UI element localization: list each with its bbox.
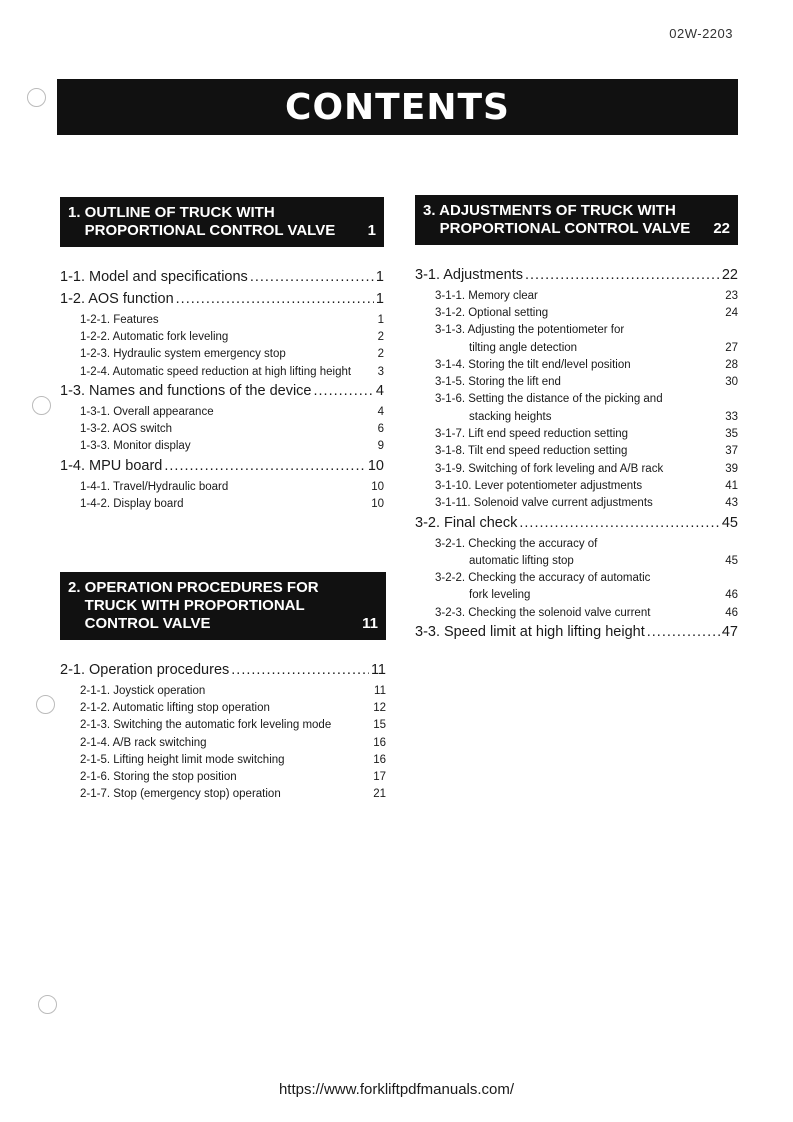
toc-subsection-entry[interactable] [435,495,738,512]
toc-subsection-entry[interactable] [80,346,384,363]
toc-subsection-entry[interactable] [80,420,384,437]
chapter-heading [60,572,386,640]
chapter-title: 3. ADJUSTMENTS OF TRUCK WITH PROPORTIONAL CONTROL VALVE [423,202,691,237]
subsection-page: 16 [373,736,386,749]
toc-subsection-entry[interactable] [80,751,386,768]
section-label: 2-1. Operation procedures [60,662,230,678]
subsection-page: 3 [377,365,384,378]
chapter-heading [60,197,384,247]
subsection-label: 2-1-1. Joystick operation [80,684,206,697]
dot-leader [250,269,374,285]
subsection-label: 1-2-2. Automatic fork leveling [80,330,229,343]
subsection-page: 46 [725,606,738,619]
binder-hole-icon [32,396,51,415]
toc-subsection-entry[interactable] [435,356,738,373]
chapter-block-2 [60,572,386,806]
dot-leader [647,624,720,640]
subsection-page: 39 [725,462,738,475]
subsection-page: 28 [725,358,738,371]
subsection-label: 3-2-3. Checking the solenoid valve current [435,606,651,619]
subsection-page: 30 [725,376,738,389]
section-page: 47 [721,624,738,641]
toc-subsection-entry[interactable] [80,786,386,803]
subsection-page: 10 [371,498,384,511]
subsection-label: 3-1-4. Storing the tilt end/level position [435,358,631,371]
subsection-page: 21 [373,788,386,801]
subsection-label: 3-1-3. Adjusting the potentiometer for [435,324,625,337]
subsection-label: 1-3-3. Monitor display [80,440,191,453]
toc-section-entry[interactable] [415,267,738,286]
subsection-list [60,682,386,803]
dot-leader [164,458,366,474]
subsection-label: 1-3-1. Overall appearance [80,405,214,418]
dot-leader [313,383,373,399]
subsection-list [60,403,384,455]
toc-subsection-entry[interactable] [80,734,386,751]
toc-section-entry[interactable] [415,624,738,643]
subsection-page: 23 [725,289,738,302]
toc-subsection-entry[interactable] [80,438,384,455]
subsection-list [415,287,738,512]
toc-subsection-entry[interactable] [80,768,386,785]
subsection-label: 3-1-2. Optional setting [435,306,549,319]
subsection-page: 46 [725,589,738,602]
subsection-list [415,535,738,621]
subsection-list [60,311,384,380]
section-label: 1-2. AOS function [60,291,174,307]
toc-list [60,662,386,803]
dot-leader [519,515,720,531]
toc-subsection-entry[interactable] [435,569,738,586]
chapter-title: 2. OPERATION PROCEDURES FOR TRUCK WITH PROPORTIONAL CONTROL VALVE [68,579,319,632]
subsection-list [60,478,384,513]
subsection-label: 3-2-2. Checking the accuracy of automatic [435,572,651,585]
toc-subsection-entry[interactable] [80,403,384,420]
toc-section-entry[interactable] [415,515,738,534]
subsection-page: 10 [371,480,384,493]
footer-url: https://www.forkliftpdfmanuals.com/ [278,1081,515,1098]
subsection-page: 27 [725,341,738,354]
toc-subsection-entry[interactable] [80,328,384,345]
contents-title-bar [57,79,738,135]
subsection-page: 33 [725,410,738,423]
subsection-label: 2-1-4. A/B rack switching [80,736,207,749]
subsection-label: 1-4-2. Display board [80,498,184,511]
subsection-label: 3-1-6. Setting the distance of the picking and [435,393,663,406]
subsection-page: 9 [377,440,384,453]
subsection-label: 1-3-2. AOS switch [80,423,173,436]
chapter-page: 1 [367,222,376,239]
toc-section-entry[interactable] [60,383,384,402]
section-label: 1-4. MPU board [60,458,163,475]
toc-subsection-entry[interactable] [80,717,386,734]
dot-leader [176,291,374,307]
toc-subsection-entry[interactable] [435,373,738,390]
toc-subsection-entry[interactable] [435,587,738,604]
section-page: 11 [370,662,386,678]
section-page: 1 [375,269,384,285]
subsection-label: 3-1-10. Lever potentiometer adjustments [435,479,643,492]
subsection-page: 12 [373,701,386,714]
subsection-page: 6 [377,423,384,436]
subsection-label: 3-1-11. Solenoid valve current adjustments [435,497,653,510]
subsection-label: 2-1-5. Lifting height limit mode switching [80,753,285,766]
subsection-label: 2-1-6. Storing the stop position [80,771,237,784]
toc-subsection-entry[interactable] [435,477,738,494]
subsection-page: 41 [725,479,738,492]
toc-subsection-entry[interactable] [435,304,738,321]
subsection-label: 2-1-3. Switching the automatic fork leveling mode [80,719,332,732]
toc-subsection-entry[interactable] [435,552,738,569]
subsection-page: 2 [377,348,384,361]
section-label: 3-1. Adjustments [415,267,523,283]
subsection-label: 3-1-8. Tilt end speed reduction setting [435,445,628,458]
subsection-page: 15 [373,719,386,732]
subsection-label: tilting angle detection [469,341,578,354]
page-title: CONTENTS [285,86,510,128]
subsection-page: 2 [377,330,384,343]
subsection-label: 1-4-1. Travel/Hydraulic board [80,480,229,493]
chapter-block-3 [415,195,738,646]
section-label: 3-3. Speed limit at high lifting height [415,624,645,641]
toc-section-entry[interactable] [60,291,384,310]
binder-hole-icon [27,88,46,107]
toc-subsection-entry[interactable] [80,495,384,512]
subsection-label: 3-2-1. Checking the accuracy of [435,537,598,550]
section-page: 1 [375,291,384,307]
section-page: 22 [721,267,738,283]
subsection-page: 43 [725,497,738,510]
subsection-page: 11 [374,684,386,697]
toc-subsection-entry[interactable] [80,311,384,328]
section-label: 1-3. Names and functions of the device [60,383,312,400]
toc-section-entry[interactable] [60,662,386,681]
section-page: 10 [367,458,384,475]
toc-subsection-entry[interactable] [435,287,738,304]
subsection-label: 1-2-4. Automatic speed reduction at high lifting height [80,365,352,378]
subsection-label: 1-2-1. Features [80,313,159,326]
subsection-page: 16 [373,753,386,766]
subsection-page: 4 [377,405,384,418]
subsection-label: 3-1-9. Switching of fork leveling and A/B rack [435,462,664,475]
toc-list [60,269,384,513]
subsection-page: 17 [373,771,386,784]
section-label: 3-2. Final check [415,514,518,531]
toc-subsection-entry[interactable] [435,535,738,552]
chapter-title: 1. OUTLINE OF TRUCK WITH PROPORTIONAL CONTROL VALVE [68,204,336,239]
toc-subsection-entry[interactable] [435,425,738,442]
toc-subsection-entry[interactable] [435,604,738,621]
subsection-label: 3-1-1. Memory clear [435,289,538,302]
subsection-label: 2-1-2. Automatic lifting stop operation [80,701,270,714]
subsection-label: 3-1-7. Lift end speed reduction setting [435,428,629,441]
toc-section-entry[interactable] [60,269,384,288]
toc-list [415,267,738,643]
chapter-block-1 [60,197,384,516]
subsection-label: 1-2-3. Hydraulic system emergency stop [80,348,286,361]
document-code: 02W-2203 [669,26,733,41]
binder-hole-icon [36,695,55,714]
toc-subsection-entry[interactable] [435,339,738,356]
toc-subsection-entry[interactable] [80,699,386,716]
toc-subsection-entry[interactable] [435,443,738,460]
subsection-label: fork leveling [469,589,531,602]
toc-subsection-entry[interactable] [435,391,738,408]
binder-hole-icon [38,995,57,1014]
toc-subsection-entry[interactable] [435,322,738,339]
section-label: 1-1. Model and specifications [60,269,248,285]
subsection-page: 35 [725,428,738,441]
chapter-page: 22 [713,220,730,237]
subsection-label: automatic lifting stop [469,554,574,567]
toc-subsection-entry[interactable] [80,478,384,495]
subsection-label: stacking heights [469,410,552,423]
toc-subsection-entry[interactable] [435,460,738,477]
section-page: 4 [375,383,384,400]
subsection-page: 37 [725,445,738,458]
subsection-page: 1 [377,313,384,326]
dot-leader [525,267,720,283]
subsection-label: 2-1-7. Stop (emergency stop) operation [80,788,281,801]
section-page: 45 [721,514,738,531]
dot-leader [231,662,369,678]
toc-subsection-entry[interactable] [80,682,386,699]
subsection-page: 24 [725,306,738,319]
toc-section-entry[interactable] [60,458,384,477]
toc-subsection-entry[interactable] [435,408,738,425]
chapter-page: 11 [362,615,378,632]
subsection-page: 45 [725,554,738,567]
toc-subsection-entry[interactable] [80,363,384,380]
subsection-label: 3-1-5. Storing the lift end [435,376,561,389]
chapter-heading [415,195,738,245]
